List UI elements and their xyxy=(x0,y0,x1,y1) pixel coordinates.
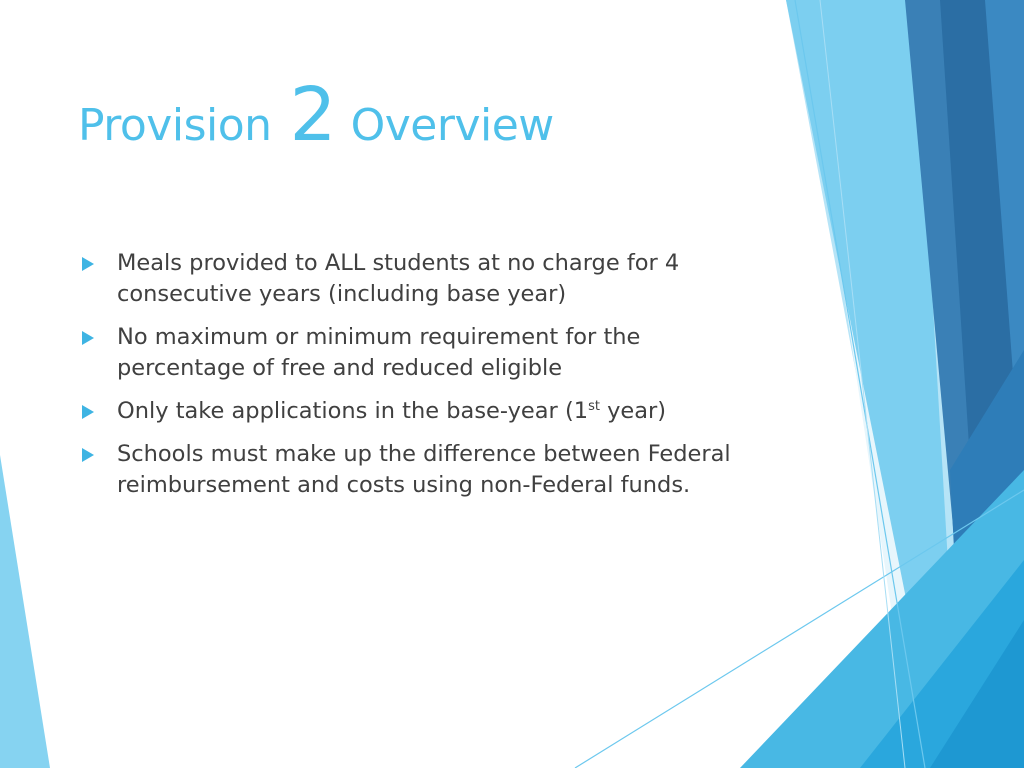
bullet-text xyxy=(117,398,666,424)
bullet-text: Schools must make up the difference between Federal reimbursement and costs using non-Federal funds. xyxy=(117,441,731,498)
bullet-text: No maximum or minimum requirement for the percentage of free and reduced eligible xyxy=(117,324,641,381)
title-word-overview: Overview xyxy=(350,100,554,151)
slide-title xyxy=(78,72,554,158)
triangle-right-icon xyxy=(82,448,94,462)
triangle-right-icon xyxy=(82,331,94,345)
bullet-text-before: Only take applications in the base-year (1 xyxy=(117,398,589,424)
bullet-item-schools xyxy=(78,439,758,501)
bullet-text-after: year) xyxy=(599,398,667,424)
title-word-provision: Provision xyxy=(78,100,272,151)
triangle-right-icon xyxy=(82,257,94,271)
bullet-text: Meals provided to ALL students at no charge for 4 consecutive years (including base year) xyxy=(117,250,680,307)
triangle-right-icon xyxy=(82,405,94,419)
ordinal-superscript: st xyxy=(588,399,600,414)
bullet-item-meals xyxy=(78,248,758,310)
title-number: 2 xyxy=(289,72,337,158)
bullet-list xyxy=(78,248,758,513)
bullet-item-no-maximum xyxy=(78,322,758,384)
bullet-item-applications xyxy=(78,396,758,427)
left-facet xyxy=(0,455,50,768)
